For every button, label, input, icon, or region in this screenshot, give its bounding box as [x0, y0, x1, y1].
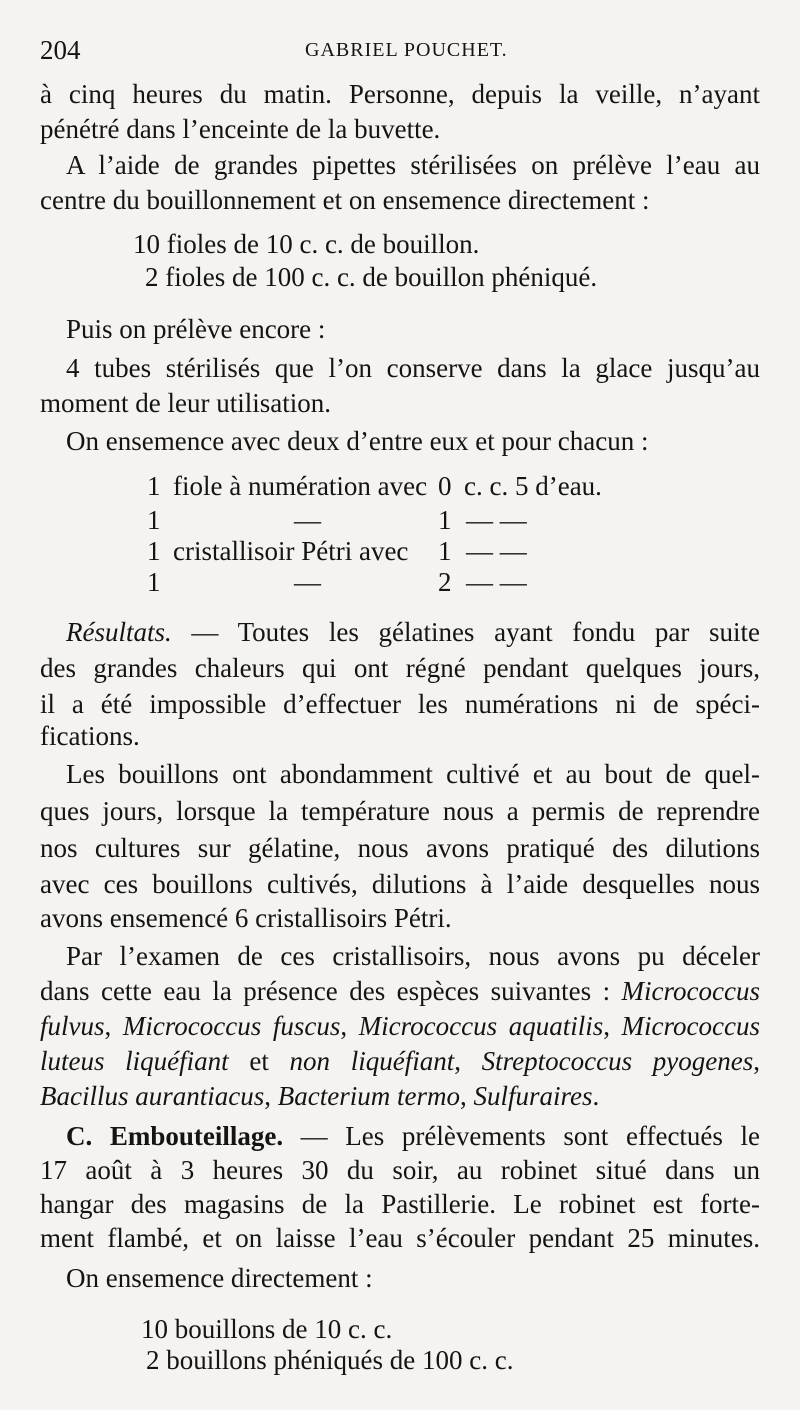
section-c-line: [66, 1120, 760, 1152]
table-unit: — —: [466, 536, 527, 566]
running-title: GABRIEL POUCHET.: [305, 39, 508, 61]
text-span: et: [228, 1046, 290, 1076]
table-qty: 1: [147, 505, 161, 535]
text-span: ,: [340, 1011, 359, 1041]
text-line: 2 fioles de 100 c. c. de bouillon phéniqué.: [145, 262, 598, 292]
text-span: ,: [753, 1046, 760, 1076]
text-line: 10 bouillons de 10 c. c.: [141, 1314, 393, 1344]
text-line: fications.: [40, 721, 140, 751]
results-label: Résultats.: [66, 617, 172, 647]
text-line: des grandes chaleurs qui ont régné pendant quelques jours,: [40, 653, 760, 683]
text-span: ,: [603, 1011, 622, 1041]
table-qty: 1: [147, 536, 161, 566]
text-span: ,: [454, 1046, 482, 1076]
text-line: il a été impossible d’effectuer les numérations ni de spéci-: [40, 689, 760, 719]
text-line: Par l’examen de ces cristallisoirs, nous avons pu déceler: [66, 941, 760, 971]
species-name: Micrococcus fuscus: [122, 1011, 341, 1041]
text-line: centre du bouillonnement et on ensemence directement :: [40, 185, 650, 215]
text-line: nos cultures sur gélatine, nous avons pratiqué des dilutions: [40, 833, 760, 863]
table-n: 1: [438, 505, 452, 535]
table-item: cristallisoir Pétri avec: [173, 536, 409, 566]
text-span: — Les prélèvements sont effectués le: [283, 1121, 760, 1151]
text-line: [40, 975, 760, 1007]
table-qty: 1: [147, 471, 161, 501]
page-header: [40, 35, 760, 65]
text-span: ,: [104, 1011, 123, 1041]
species-name: Streptococcus pyogenes: [481, 1046, 754, 1076]
text-span: — Toutes les gélatines ayant fondu par suite: [171, 617, 760, 647]
species-name: Bacillus aurantiacus: [40, 1081, 265, 1111]
text-line: ques jours, lorsque la température nous a permis de reprendre: [40, 796, 760, 826]
text-line: On ensemence avec deux d’entre eux et pour chacun :: [66, 426, 649, 456]
text-line: Puis on prélève encore :: [66, 314, 326, 344]
text-line: On ensemence directement :: [66, 1263, 373, 1293]
text-line: [40, 1010, 760, 1042]
table-item: —: [294, 505, 321, 535]
table-unit: — —: [466, 505, 527, 535]
text-span: ,: [264, 1081, 278, 1111]
text-line: moment de leur utilisation.: [40, 388, 331, 418]
text-span: dans cette eau la présence des espèces suivantes :: [40, 976, 622, 1006]
text-span: ,: [459, 1081, 474, 1111]
species-name: Sulfuraires: [473, 1081, 593, 1111]
text-line: 2 bouillons phéniqués de 100 c. c.: [146, 1345, 514, 1375]
text-line: Les bouillons ont abondamment cultivé et au bout de quel-: [66, 759, 760, 789]
text-line: avec ces bouillons cultivés, dilutions à l’aide desquelles nous: [40, 869, 760, 899]
text-line: 4 tubes stérilisés que l’on conserve dans la glace jusqu’au: [66, 353, 760, 383]
table-n: 2: [438, 567, 452, 597]
results-line: [66, 616, 760, 648]
species-name: Micrococcus aquatilis: [358, 1011, 604, 1041]
text-line: avons ensemencé 6 cristallisoirs Pétri.: [40, 903, 452, 933]
text-line: ment flambé, et on laisse l’eau s’écouler pendant 25 minutes.: [40, 1223, 760, 1253]
table-n: 1: [438, 536, 452, 566]
species-name: Micrococcus: [621, 1011, 760, 1041]
text-line: A l’aide de grandes pipettes stérilisées on prélève l’eau au: [66, 150, 760, 180]
text-line: hangar des magasins de la Pastillerie. Le robinet est forte-: [40, 1189, 760, 1219]
text-line: [40, 1045, 760, 1077]
species-name: non liquéfiant: [289, 1046, 455, 1076]
table-item: fiole à numération avec: [173, 471, 428, 501]
text-span: .: [592, 1081, 600, 1111]
text-line: pénétré dans l’enceinte de la buvette.: [40, 114, 441, 144]
table-unit: c. c. 5 d’eau.: [464, 471, 602, 501]
species-name: Micrococcus: [621, 976, 760, 1006]
table-n: 0: [438, 471, 452, 501]
species-name: Bacterium termo: [277, 1081, 460, 1111]
table-unit: — —: [466, 567, 527, 597]
species-name: fulvus: [40, 1011, 105, 1041]
species-name: luteus liquéfiant: [40, 1046, 229, 1076]
text-line: 17 août à 3 heures 30 du soir, au robinet situé dans un: [40, 1155, 760, 1185]
section-heading: C. Embouteillage.: [66, 1121, 284, 1151]
page-number: 204: [40, 35, 81, 65]
table-qty: 1: [147, 567, 161, 597]
text-line: à cinq heures du matin. Personne, depuis la veille, n’ayant: [40, 79, 760, 109]
text-line: 10 fioles de 10 c. c. de bouillon.: [133, 229, 480, 259]
table-item: —: [294, 567, 321, 597]
text-line: [40, 1080, 599, 1112]
